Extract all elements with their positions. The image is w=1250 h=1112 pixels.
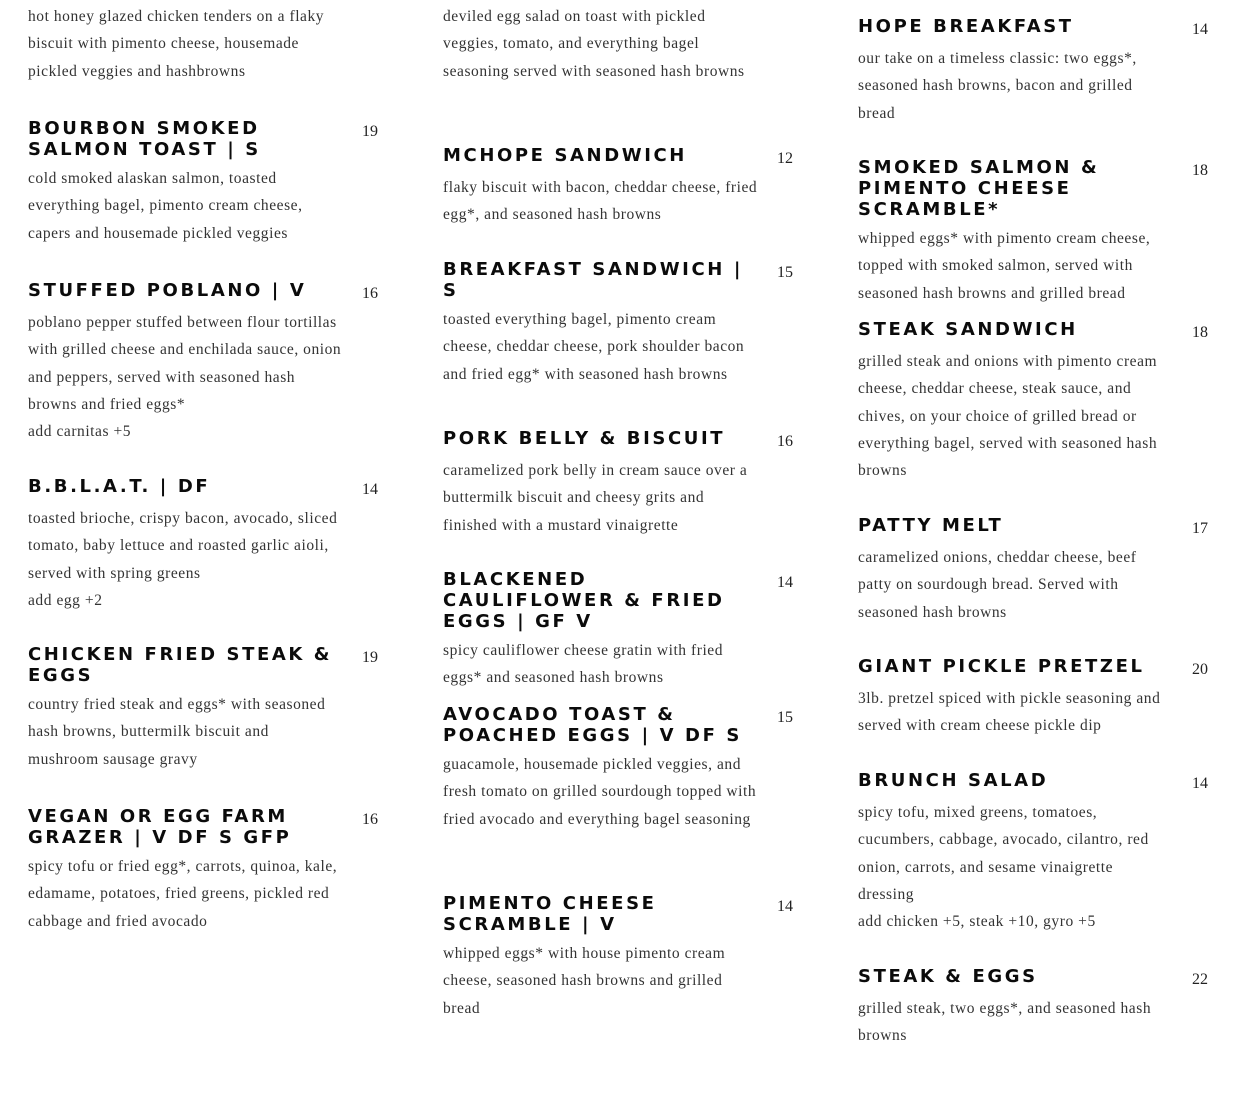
menu-item-price: 15: [777, 264, 793, 281]
menu-item-name: BREAKFAST SANDWICH | S: [443, 259, 743, 301]
menu-item: [858, 157, 1208, 307]
menu-item-price: 14: [777, 898, 793, 915]
menu-item-name: BOURBON SMOKED SALMON TOAST | S: [28, 118, 261, 160]
menu-item-header: [443, 704, 793, 746]
menu-item: [443, 704, 793, 833]
menu-item: [443, 569, 793, 692]
menu-item-price: 16: [362, 811, 378, 828]
menu-item-addon: add egg +2: [28, 591, 103, 609]
menu-item: [28, 280, 378, 445]
menu-item-price: 18: [1192, 324, 1208, 341]
continued-description: deviled egg salad on toast with pickled veggies, tomato, and everything bagel seasoning served with seasoned hash browns: [443, 8, 745, 80]
menu-item-name: B.B.L.A.T. | DF: [28, 476, 211, 497]
menu-item-description: cold smoked alaskan salmon, toasted everything bagel, pimento cream cheese, capers and housemade pickled veggies: [28, 170, 303, 242]
menu-item-description: whipped eggs* with pimento cream cheese, topped with smoked salmon, served with seasoned hash browns and grilled bread: [858, 230, 1151, 302]
menu-item-description: 3lb. pretzel spiced with pickle seasoning and served with cream cheese pickle dip: [858, 690, 1161, 735]
menu-item: [28, 118, 378, 247]
menu-item-description: grilled steak and onions with pimento cream cheese, cheddar cheese, steak sauce, and chives, on your choice of grilled bread or everything bagel, served with seasoned hash browns: [858, 353, 1158, 480]
menu-item-name: PORK BELLY & BISCUIT: [443, 428, 726, 449]
menu-item: [28, 476, 378, 614]
menu-item-price: 17: [1192, 520, 1208, 537]
menu-item-description: whipped eggs* with house pimento cream cheese, seasoned hash browns and grilled bread: [443, 945, 726, 1017]
menu-item-name: PATTY MELT: [858, 515, 1004, 536]
menu-item-name: PIMENTO CHEESE SCRAMBLE | V: [443, 893, 657, 935]
menu-item-name: CHICKEN FRIED STEAK & EGGS: [28, 644, 333, 686]
menu-item-description: spicy tofu or fried egg*, carrots, quinoa, kale, edamame, potatoes, fried greens, pickled red cabbage and fried avocado: [28, 858, 338, 930]
menu-item-header: [443, 428, 793, 452]
menu-item: [858, 770, 1208, 935]
menu-item-price: 16: [777, 433, 793, 450]
menu-item-header: [858, 770, 1208, 794]
menu-item-header: [28, 476, 378, 500]
menu-item-name: VEGAN OR EGG FARM GRAZER | V DF S GFP: [28, 806, 292, 848]
menu-item-header: [443, 145, 793, 169]
menu-item-price: 15: [777, 709, 793, 726]
menu-item: [443, 428, 793, 539]
menu-item-header: [443, 569, 793, 632]
menu-item-name: BLACKENED CAULIFLOWER & FRIED EGGS | GF V: [443, 569, 725, 632]
menu-item: [858, 16, 1208, 127]
menu-item-name: MCHOPE SANDWICH: [443, 145, 687, 166]
menu-item: [858, 319, 1208, 484]
menu-item-description: our take on a timeless classic: two eggs*, seasoned hash browns, bacon and grilled bread: [858, 50, 1137, 122]
menu-item: [443, 145, 793, 229]
menu-item-description: caramelized onions, cheddar cheese, beef patty on sourdough bread. Served with seasoned hash browns: [858, 549, 1137, 621]
menu-item: [443, 893, 793, 1022]
menu-item-name: SMOKED SALMON & PIMENTO CHEESE SCRAMBLE*: [858, 157, 1100, 220]
menu-item-addon: add chicken +5, steak +10, gyro +5: [858, 913, 1096, 931]
menu-item-name: STEAK & EGGS: [858, 966, 1038, 987]
menu-item-name: HOPE BREAKFAST: [858, 16, 1074, 37]
menu-item: [858, 656, 1208, 740]
menu-item-price: 19: [362, 123, 378, 140]
menu-item-header: [858, 16, 1208, 40]
menu-item-description: toasted everything bagel, pimento cream cheese, cheddar cheese, pork shoulder bacon and fried egg* with seasoned hash browns: [443, 311, 745, 383]
menu-item-header: [28, 280, 378, 304]
menu-item-header: [443, 893, 793, 935]
menu-item-header: [28, 118, 378, 160]
menu-item-price: 14: [362, 481, 378, 498]
menu-item-header: [858, 319, 1208, 343]
menu-item-description: spicy tofu, mixed greens, tomatoes, cucumbers, cabbage, avocado, cilantro, red onion, carrots, and sesame vinaigrette dressing: [858, 804, 1149, 903]
continued-description: hot honey glazed chicken tenders on a flaky biscuit with pimento cheese, housemade pickled veggies and hashbrowns: [28, 8, 325, 80]
menu-item-price: 14: [1192, 775, 1208, 792]
menu-item: [858, 966, 1208, 1050]
menu-item-price: 20: [1192, 661, 1208, 678]
menu-item-price: 14: [777, 574, 793, 591]
menu-item-price: 22: [1192, 971, 1208, 988]
menu-item-header: [858, 966, 1208, 990]
menu-item-description: poblano pepper stuffed between flour tortillas with grilled cheese and enchilada sauce, onion and peppers, served with seasoned hash browns and fried eggs*: [28, 314, 342, 413]
menu-item-description: spicy cauliflower cheese gratin with fried eggs* and seasoned hash browns: [443, 642, 724, 687]
menu-item-description: country fried steak and eggs* with seasoned hash browns, buttermilk biscuit and mushroom sausage gravy: [28, 696, 326, 768]
menu-item-price: 14: [1192, 21, 1208, 38]
menu-item-header: [443, 259, 793, 301]
menu-item-description: grilled steak, two eggs*, and seasoned hash browns: [858, 1000, 1152, 1045]
menu-item-header: [858, 656, 1208, 680]
menu-item-price: 12: [777, 150, 793, 167]
menu-item-price: 16: [362, 285, 378, 302]
menu-item: [28, 644, 378, 773]
menu-item-header: [858, 515, 1208, 539]
menu-item-price: 19: [362, 649, 378, 666]
menu-item-description: caramelized pork belly in cream sauce over a buttermilk biscuit and cheesy grits and finished with a mustard vinaigrette: [443, 462, 748, 534]
menu-item-name: GIANT PICKLE PRETZEL: [858, 656, 1145, 677]
menu-item-description: guacamole, housemade pickled veggies, and fresh tomato on grilled sourdough topped with fried avocado and everything bagel seasoning: [443, 756, 757, 828]
menu-item-name: STEAK SANDWICH: [858, 319, 1078, 340]
menu-item: [443, 259, 793, 388]
menu-item: [28, 806, 378, 935]
menu-item-description: toasted brioche, crispy bacon, avocado, sliced tomato, baby lettuce and roasted garlic aioli, served with spring greens: [28, 510, 338, 582]
menu-item-header: [28, 644, 378, 686]
menu-item-header: [28, 806, 378, 848]
menu-item-name: AVOCADO TOAST & POACHED EGGS | V DF S: [443, 704, 742, 746]
menu-item: [858, 515, 1208, 626]
menu-item-name: STUFFED POBLANO | V: [28, 280, 307, 301]
menu-item-name: BRUNCH SALAD: [858, 770, 1049, 791]
menu-item-header: [858, 157, 1208, 220]
menu-item-description: flaky biscuit with bacon, cheddar cheese, fried egg*, and seasoned hash browns: [443, 179, 758, 224]
menu-item-price: 18: [1192, 162, 1208, 179]
menu-item-addon: add carnitas +5: [28, 423, 132, 441]
